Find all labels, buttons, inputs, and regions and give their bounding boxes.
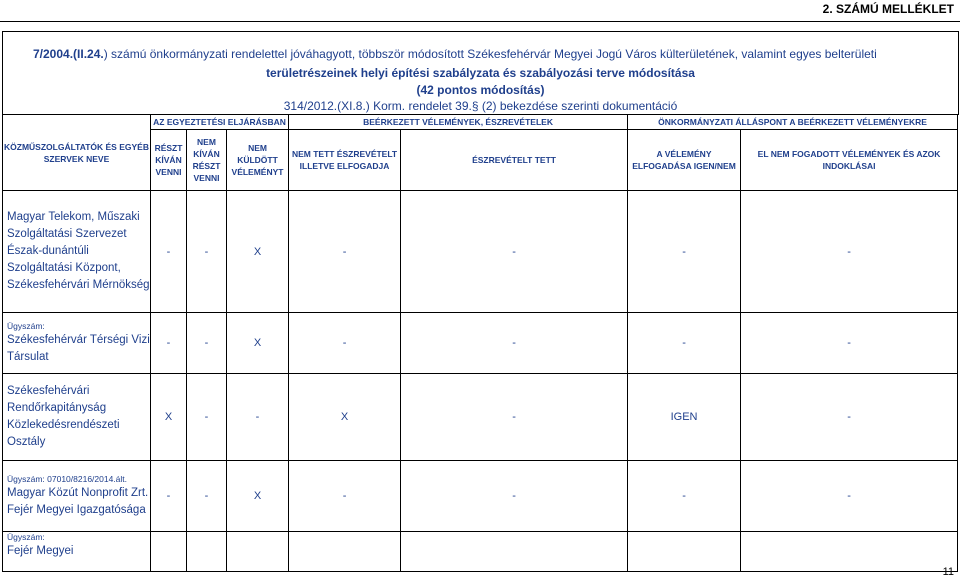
cell-commented: - <box>401 374 628 461</box>
sub-header-acceptance: A VÉLEMÉNY ELFOGADÁSA IGEN/NEM <box>628 130 741 191</box>
cell-rejected <box>741 532 958 572</box>
org-name <box>3 461 151 532</box>
cell-participate: - <box>151 313 187 374</box>
cell-not-participate: - <box>187 374 227 461</box>
table-row <box>3 461 958 532</box>
cell-no-opinion: X <box>227 461 289 532</box>
table-row <box>3 313 958 374</box>
header-line-4: 314/2012.(XI.8.) Korm. rendelet 39.§ (2) bekezdése szerinti dokumentáció <box>283 99 678 113</box>
cell-rejected: - <box>741 374 958 461</box>
cell-not-participate: - <box>187 313 227 374</box>
org-name <box>3 191 151 313</box>
cell-acceptance: - <box>628 461 741 532</box>
org-text: Magyar Telekom, Műszaki Szolgáltatási Szervezet Észak-dunántúli Szolgáltatási Központ, Székesfehérvári Mérnökség <box>7 211 150 291</box>
cell-acceptance: - <box>628 313 741 374</box>
cell-no-opinion: X <box>227 313 289 374</box>
page-number: 11 <box>942 566 954 578</box>
sub-header-commented: ÉSZREVÉTELT TETT <box>401 130 628 191</box>
cell-commented: - <box>401 313 628 374</box>
cell-acceptance: - <box>628 191 741 313</box>
table-row <box>3 191 958 313</box>
cell-commented <box>401 532 628 572</box>
cell-participate: - <box>151 191 187 313</box>
org-text: Székesfehérvár Térségi Vizi Társulat <box>7 333 150 363</box>
org-name <box>3 374 151 461</box>
sub-header-rejected: EL NEM FOGADOTT VÉLEMÉNYEK ÉS AZOK INDOKLÁSAI <box>741 130 958 191</box>
sub-header-participate: RÉSZT KÍVÁN VENNI <box>151 130 187 191</box>
table-row <box>3 374 958 461</box>
annex-title: 2. SZÁMÚ MELLÉKLET <box>822 2 954 16</box>
cell-acceptance: IGEN <box>628 374 741 461</box>
cell-acceptance <box>628 532 741 572</box>
org-name <box>3 532 151 572</box>
group-header-position: ÖNKORMÁNYZATI ÁLLÁSPONT A BEÉRKEZETT VÉLEMÉNYEKRE <box>628 115 958 130</box>
cell-participate: - <box>151 461 187 532</box>
cell-commented: - <box>401 191 628 313</box>
cell-accepts: - <box>289 191 401 313</box>
sub-header-not-participate: NEM KÍVÁN RÉSZT VENNI <box>187 130 227 191</box>
group-header-procedure: AZ EGYEZTETÉSI ELJÁRÁSBAN <box>151 115 289 130</box>
org-text: Székesfehérvári Rendőrkapitányság Közlekedésrendészeti Osztály <box>7 385 120 448</box>
org-name <box>3 313 151 374</box>
cell-accepts: X <box>289 374 401 461</box>
header-line-1 <box>33 47 877 61</box>
org-text: Fejér Megyei <box>7 545 74 557</box>
case-number: Ügyszám: 07010/8216/2014.ált. <box>7 473 128 484</box>
sub-header-accepts: NEM TETT ÉSZREVÉTELT ILLETVE ELFOGADJA <box>289 130 401 191</box>
opinions-table <box>2 114 958 572</box>
cell-rejected: - <box>741 191 958 313</box>
cell-accepts: - <box>289 313 401 374</box>
org-text: Magyar Közút Nonprofit Zrt. Fejér Megyei Igazgatósága <box>7 486 149 516</box>
header-decree-number: 7/2004.(II.24. <box>33 47 104 61</box>
cell-commented: - <box>401 461 628 532</box>
cell-not-participate: - <box>187 461 227 532</box>
cell-no-opinion: - <box>227 374 289 461</box>
case-number: Ügyszám: <box>7 532 45 542</box>
cell-no-opinion: X <box>227 191 289 313</box>
header-line-3: (42 pontos módosítás) <box>416 83 545 97</box>
sub-header-no-opinion: NEM KÜLDÖTT VÉLEMÉNYT <box>227 130 289 191</box>
col-org-header: KÖZMŰSZOLGÁLTATÓK ÉS EGYÉB SZERVEK NEVE <box>3 115 151 191</box>
cell-not-participate: - <box>187 191 227 313</box>
cell-not-participate <box>187 532 227 572</box>
document-header <box>2 31 959 115</box>
cell-participate: X <box>151 374 187 461</box>
cell-rejected: - <box>741 313 958 374</box>
cell-participate <box>151 532 187 572</box>
group-header-opinions: BEÉRKEZETT VÉLEMÉNYEK, ÉSZREVÉTELEK <box>289 115 628 130</box>
cell-rejected: - <box>741 461 958 532</box>
case-number: Ügyszám: <box>7 320 45 331</box>
cell-accepts <box>289 532 401 572</box>
top-rule <box>0 21 960 22</box>
table-row <box>3 532 958 572</box>
header-decree-text: ) számú önkormányzati rendelettel jóváhagyott, többször módosított Székesfehérvár Megyei Jogú Város külterületének, valamint egyes belterületi <box>103 47 877 61</box>
cell-no-opinion <box>227 532 289 572</box>
header-line-2: területrészeinek helyi építési szabályzata és szabályozási terve módosítása <box>266 66 695 80</box>
cell-accepts: - <box>289 461 401 532</box>
